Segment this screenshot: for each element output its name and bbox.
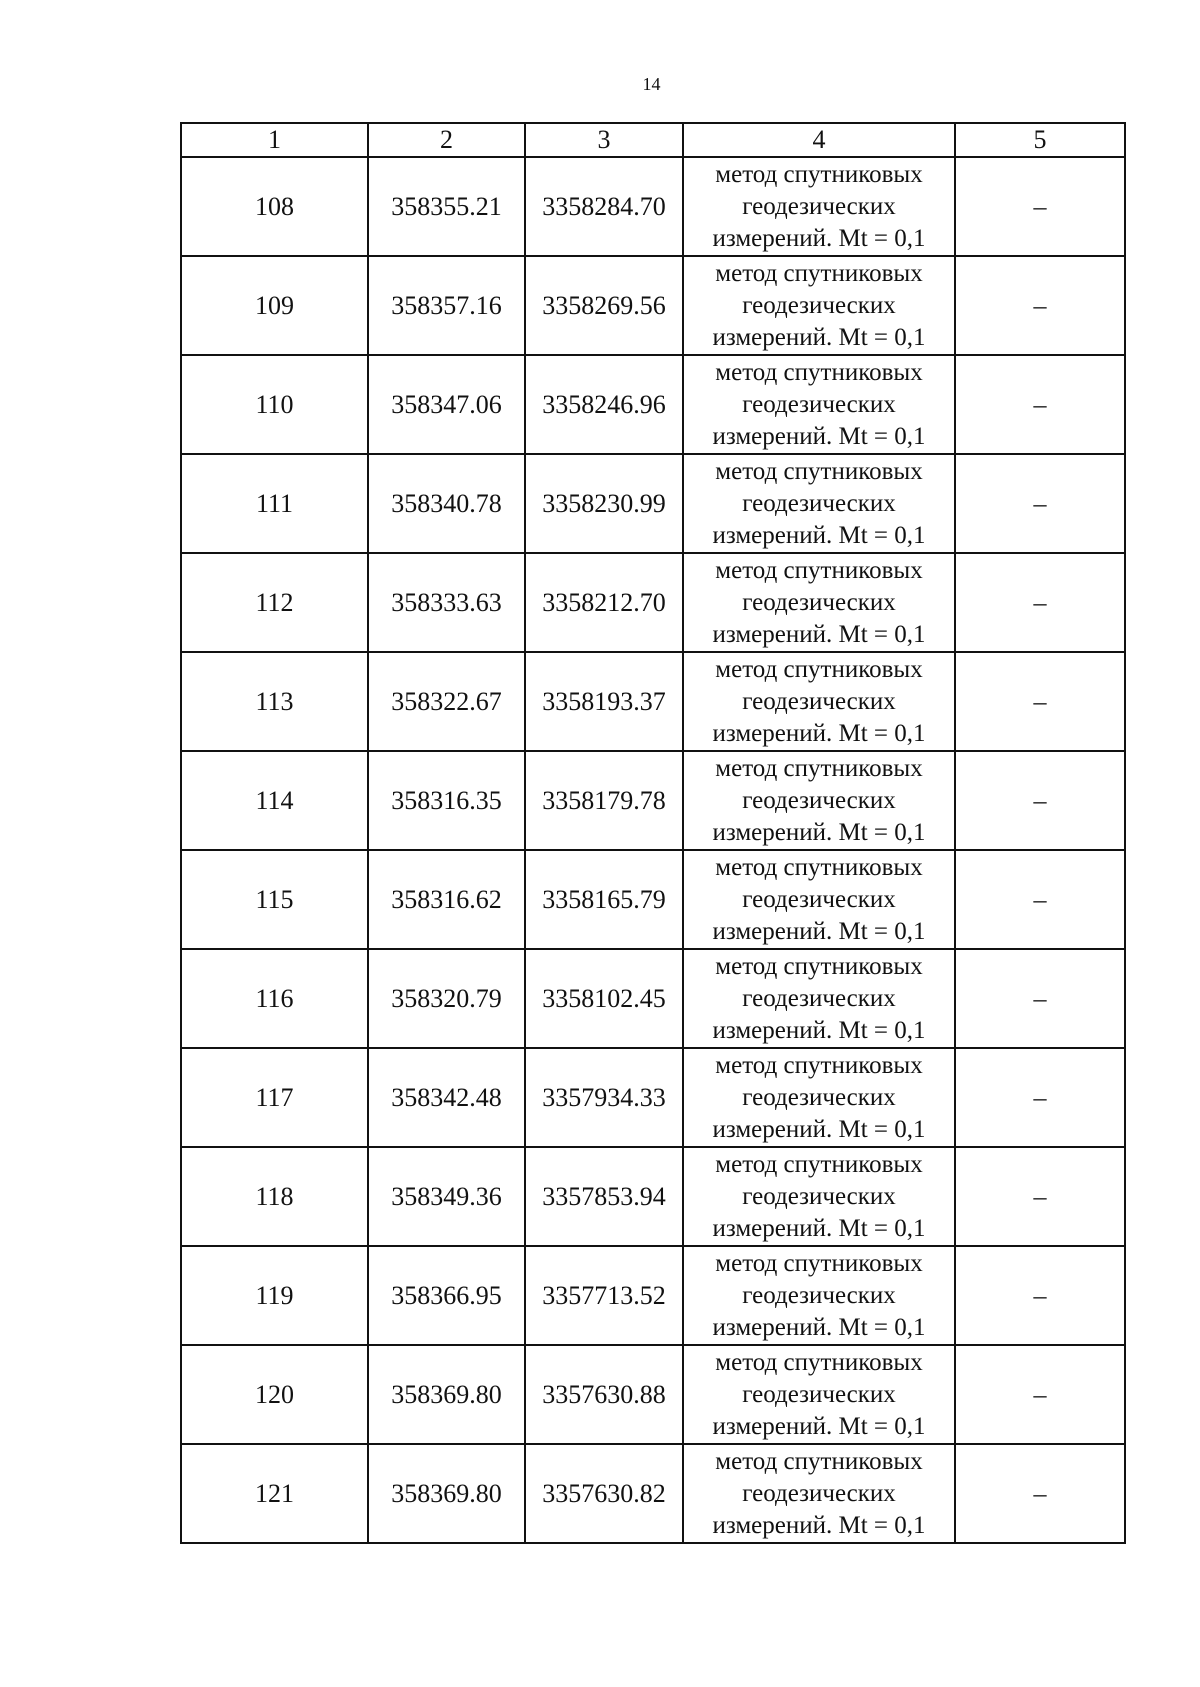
table-row [181,256,1125,355]
y-coordinate-cell: 3358179.78 [525,751,683,850]
coordinates-table-container [180,122,1124,1544]
method-cell: метод спутниковых геодезических измерений. Mt = 0,1 [683,1444,955,1543]
table-row [181,355,1125,454]
point-number-cell: 108 [181,157,368,256]
y-coordinate-cell: 3358246.96 [525,355,683,454]
x-coordinate-cell: 358369.80 [368,1444,525,1543]
y-coordinate-cell: 3357853.94 [525,1147,683,1246]
x-coordinate-cell: 358320.79 [368,949,525,1048]
note-cell: – [955,652,1125,751]
note-cell: – [955,1345,1125,1444]
header-row [181,123,1125,157]
table-row [181,553,1125,652]
table-header [181,123,1125,157]
table-row [181,1246,1125,1345]
header-col-3: 3 [525,123,683,157]
table-row [181,157,1125,256]
point-number-cell: 109 [181,256,368,355]
note-cell: – [955,1048,1125,1147]
x-coordinate-cell: 358333.63 [368,553,525,652]
y-coordinate-cell: 3358165.79 [525,850,683,949]
method-cell: метод спутниковых геодезических измерений. Mt = 0,1 [683,157,955,256]
x-coordinate-cell: 358316.62 [368,850,525,949]
point-number-cell: 110 [181,355,368,454]
note-cell: – [955,1147,1125,1246]
x-coordinate-cell: 358322.67 [368,652,525,751]
x-coordinate-cell: 358369.80 [368,1345,525,1444]
x-coordinate-cell: 358347.06 [368,355,525,454]
table-row [181,949,1125,1048]
method-cell: метод спутниковых геодезических измерений. Mt = 0,1 [683,652,955,751]
point-number-cell: 119 [181,1246,368,1345]
table-row [181,850,1125,949]
note-cell: – [955,850,1125,949]
note-cell: – [955,256,1125,355]
point-number-cell: 121 [181,1444,368,1543]
point-number-cell: 113 [181,652,368,751]
point-number-cell: 116 [181,949,368,1048]
page-number: 14 [642,74,661,94]
x-coordinate-cell: 358316.35 [368,751,525,850]
method-cell: метод спутниковых геодезических измерений. Mt = 0,1 [683,454,955,553]
header-col-4: 4 [683,123,955,157]
x-coordinate-cell: 358366.95 [368,1246,525,1345]
y-coordinate-cell: 3357630.82 [525,1444,683,1543]
method-cell: метод спутниковых геодезических измерений. Mt = 0,1 [683,256,955,355]
header-col-1: 1 [181,123,368,157]
table-row [181,454,1125,553]
method-cell: метод спутниковых геодезических измерений. Mt = 0,1 [683,751,955,850]
y-coordinate-cell: 3357630.88 [525,1345,683,1444]
point-number-cell: 120 [181,1345,368,1444]
table-body [181,157,1125,1543]
note-cell: – [955,553,1125,652]
point-number-cell: 115 [181,850,368,949]
table-row [181,1444,1125,1543]
method-cell: метод спутниковых геодезических измерений. Mt = 0,1 [683,1246,955,1345]
y-coordinate-cell: 3357934.33 [525,1048,683,1147]
table-row [181,652,1125,751]
method-cell: метод спутниковых геодезических измерений. Mt = 0,1 [683,355,955,454]
y-coordinate-cell: 3358102.45 [525,949,683,1048]
method-cell: метод спутниковых геодезических измерений. Mt = 0,1 [683,1147,955,1246]
x-coordinate-cell: 358342.48 [368,1048,525,1147]
note-cell: – [955,355,1125,454]
point-number-cell: 112 [181,553,368,652]
x-coordinate-cell: 358355.21 [368,157,525,256]
header-col-5: 5 [955,123,1125,157]
y-coordinate-cell: 3358193.37 [525,652,683,751]
method-cell: метод спутниковых геодезических измерений. Mt = 0,1 [683,949,955,1048]
table-row [181,1147,1125,1246]
header-col-2: 2 [368,123,525,157]
point-number-cell: 114 [181,751,368,850]
x-coordinate-cell: 358349.36 [368,1147,525,1246]
y-coordinate-cell: 3357713.52 [525,1246,683,1345]
table-row [181,1345,1125,1444]
y-coordinate-cell: 3358212.70 [525,553,683,652]
x-coordinate-cell: 358357.16 [368,256,525,355]
method-cell: метод спутниковых геодезических измерений. Mt = 0,1 [683,553,955,652]
note-cell: – [955,751,1125,850]
y-coordinate-cell: 3358230.99 [525,454,683,553]
note-cell: – [955,1444,1125,1543]
note-cell: – [955,454,1125,553]
method-cell: метод спутниковых геодезических измерений. Mt = 0,1 [683,1048,955,1147]
y-coordinate-cell: 3358284.70 [525,157,683,256]
point-number-cell: 117 [181,1048,368,1147]
table-row [181,751,1125,850]
coordinates-table [180,122,1126,1544]
y-coordinate-cell: 3358269.56 [525,256,683,355]
note-cell: – [955,157,1125,256]
point-number-cell: 111 [181,454,368,553]
table-row [181,1048,1125,1147]
method-cell: метод спутниковых геодезических измерений. Mt = 0,1 [683,850,955,949]
note-cell: – [955,949,1125,1048]
method-cell: метод спутниковых геодезических измерений. Mt = 0,1 [683,1345,955,1444]
x-coordinate-cell: 358340.78 [368,454,525,553]
note-cell: – [955,1246,1125,1345]
point-number-cell: 118 [181,1147,368,1246]
